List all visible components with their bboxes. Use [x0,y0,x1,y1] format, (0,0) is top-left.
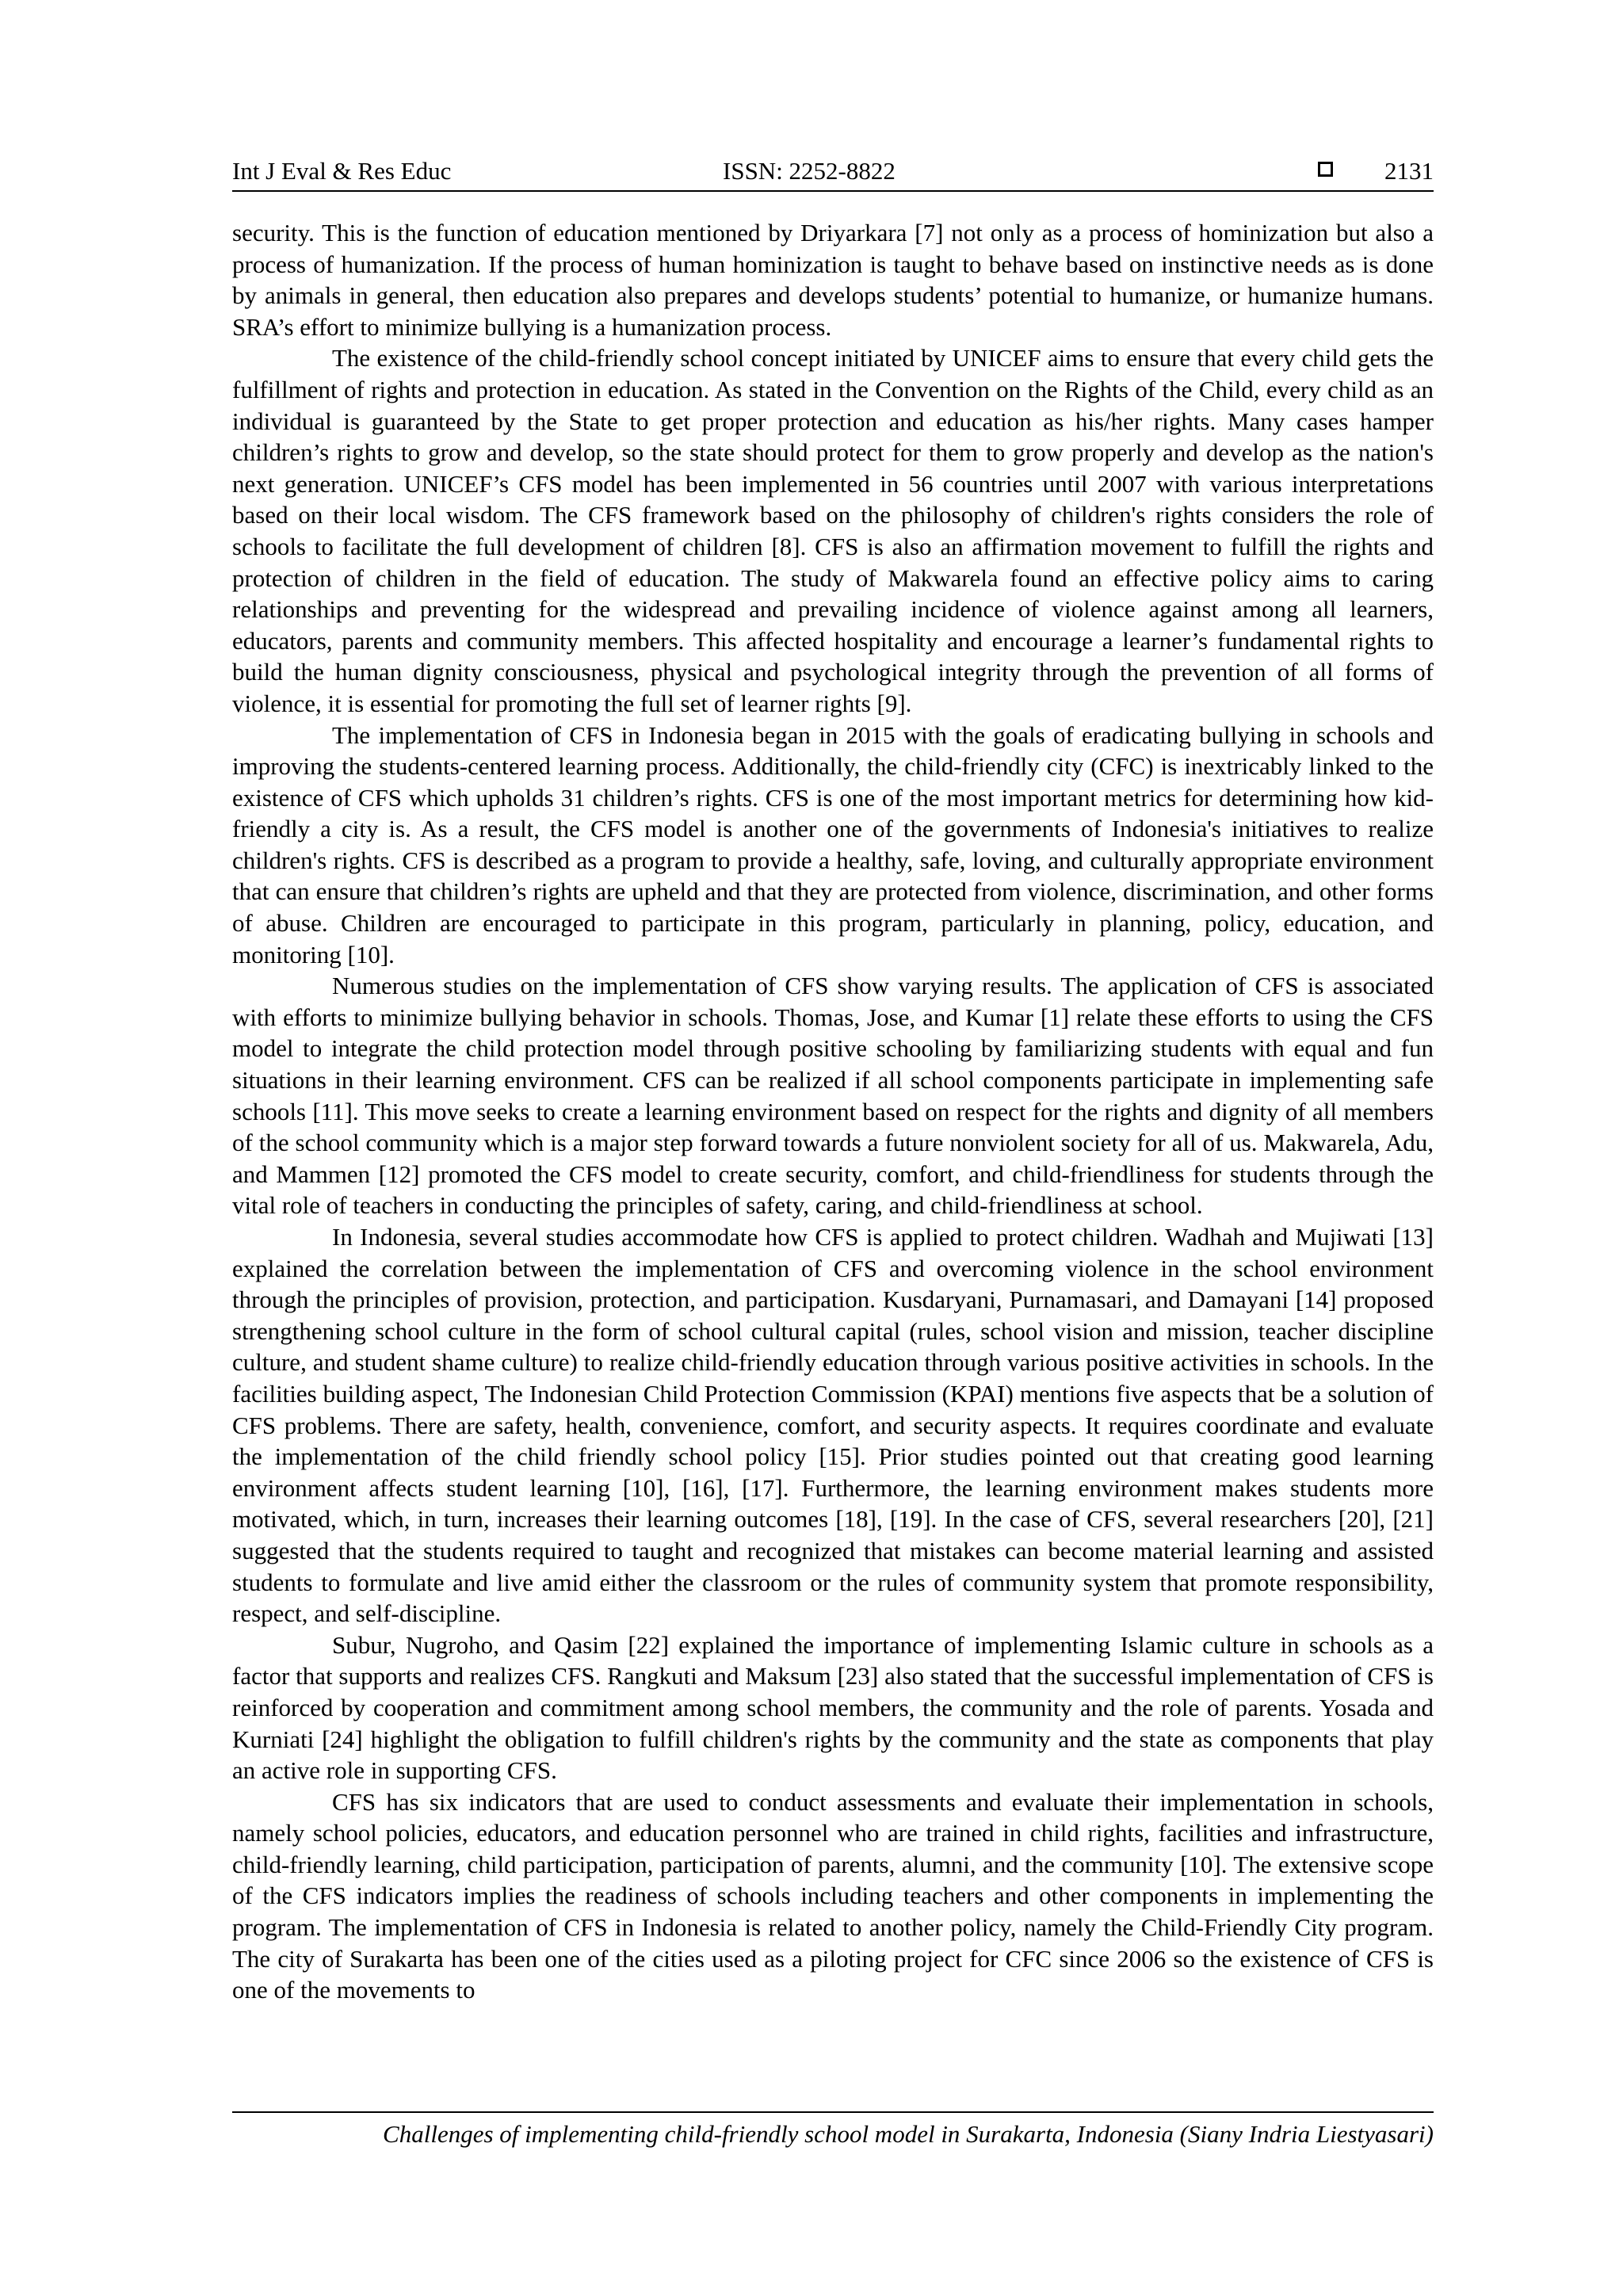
running-footer: Challenges of implementing child-friendly school model in Surakarta, Indonesia (Siany Indria Liestyasari) [383,2120,1434,2148]
paragraph: Subur, Nugroho, and Qasim [22] explained the importance of implementing Islamic culture in schools as a factor that supports and realizes CFS. Rangkuti and Maksum [23] also stated that the successful implementation of CFS is reinforced by cooperation and commitment among school members, the community and the role of parents. Yosada and Kurniati [24] highlight the obligation to fulfill children's rights by the community and the state as components that play an active role in supporting CFS. [232,1630,1434,1785]
page-number: 2131 [1384,157,1434,185]
square-outline-icon [1318,162,1333,177]
paragraph: The existence of the child-friendly school concept initiated by UNICEF aims to ensure that every child gets the fulfillment of rights and protection in education. As stated in the Convention on the Rights of the Child, every child as an individual is guaranteed by the State to get proper protection and education as his/her rights. Many cases hamper children’s rights to grow and develop, so the state should protect for them to grow properly and develop as the nation's next generation. UNICEF’s CFS model has been implemented in 56 countries until 2007 with various interpretations based on their local wisdom. The CFS framework based on the philosophy of children's rights considers the role of schools to facilitate the full development of children [8]. CFS is also an affirmation movement to fulfill the rights and protection of children in the field of education. The study of Makwarela found an effective policy aims to caring relationships and preventing for the widespread and prevailing incidence of violence against among all learners, educators, parents and community members. This affected hospitality and encourage a learner’s fundamental rights to build the human dignity consciousness, physical and psychological integrity through the prevention of all forms of violence, it is essential for promoting the full set of learner rights [9]. [232,344,1434,717]
footer-divider [232,2111,1434,2113]
paragraph: The implementation of CFS in Indonesia began in 2015 with the goals of eradicating bullying in schools and improving the students-centered learning process. Additionally, the child-friendly city (CFC) is inextricably linked to the existence of CFS which upholds 31 children’s rights. CFS is one of the most important metrics for determining how kid-friendly a city is. As a result, the CFS model is another one of the governments of Indonesia's initiatives to realize children's rights. CFS is described as a program to provide a healthy, safe, loving, and culturally appropriate environment that can ensure that children’s rights are upheld and that they are protected from violence, discrimination, and other forms of abuse. Children are encouraged to participate in this program, particularly in planning, policy, education, and monitoring [10]. [232,720,1434,968]
paragraph: Numerous studies on the implementation of CFS show varying results. The application of CFS is associated with efforts to minimize bullying behavior in schools. Thomas, Jose, and Kumar [1] relate these efforts to using the CFS model to integrate the child protection model through positive schooling by familiarizing students with equal and fun situations in their learning environment. CFS can be realized if all school components participate in implementing safe schools [11]. This move seeks to create a learning environment based on respect for the rights and dignity of all members of the school community which is a major step forward towards a future nonviolent society for all of us. Makwarela, Adu, and Mammen [12] promoted the CFS model to create security, comfort, and child-friendliness for students through the vital role of teachers in conducting the principles of safety, caring, and child-friendliness at school. [232,972,1434,1220]
paragraph: In Indonesia, several studies accommodate how CFS is applied to protect children. Wadhah and Mujiwati [13] explained the correlation between the implementation of CFS and overcoming violence in the school environment through the principles of provision, protection, and participation. Kusdaryani, Purnamasari, and Damayani [14] proposed strengthening school culture in the form of school cultural capital (rules, school vision and mission, teacher discipline culture, and student shame culture) to realize child-friendly education through various positive activities in schools. In the facilities building aspect, The Indonesian Child Protection Commission (KPAI) mentions five aspects that be a solution of CFS problems. There are safety, health, convenience, comfort, and security aspects. It requires coordinate and evaluate the implementation of the child friendly school policy [15]. Prior studies pointed out that creating good learning environment affects student learning [10], [16], [17]. Furthermore, the learning environment makes students more motivated, which, in turn, increases their learning outcomes [18], [19]. In the case of CFS, several researchers [20], [21] suggested that the students required to taught and recognized that mistakes can become material learning and assisted students to formulate and live amid either the classroom or the rules of community system that promote responsibility, respect, and self-discipline. [232,1223,1434,1628]
running-header [232,155,1434,192]
paragraph: security. This is the function of education mentioned by Driyarkara [7] not only as a process of hominization but also a process of humanization. If the process of human hominization is taught to behave based on instinctive needs as is done by animals in general, then education also prepares and develops students’ potential to humanize, or humanize humans. SRA’s effort to minimize bullying is a humanization process. [232,219,1434,341]
article-body [232,217,1434,2006]
issn: ISSN: 2252-8822 [723,157,896,185]
paragraph: CFS has six indicators that are used to conduct assessments and evaluate their implementation in schools, namely school policies, educators, and education personnel who are trained in child rights, facilities and infrastructure, child-friendly learning, child participation, participation of parents, alumni, and the community [10]. The extensive scope of the CFS indicators implies the readiness of schools including teachers and other components in implementing the program. The implementation of CFS in Indonesia is related to another policy, namely the Child-Friendly City program. The city of Surakarta has been one of the cities used as a piloting project for CFC since 2006 so the existence of CFS is one of the movements to [232,1787,1434,2004]
journal-name: Int J Eval & Res Educ [232,157,452,185]
